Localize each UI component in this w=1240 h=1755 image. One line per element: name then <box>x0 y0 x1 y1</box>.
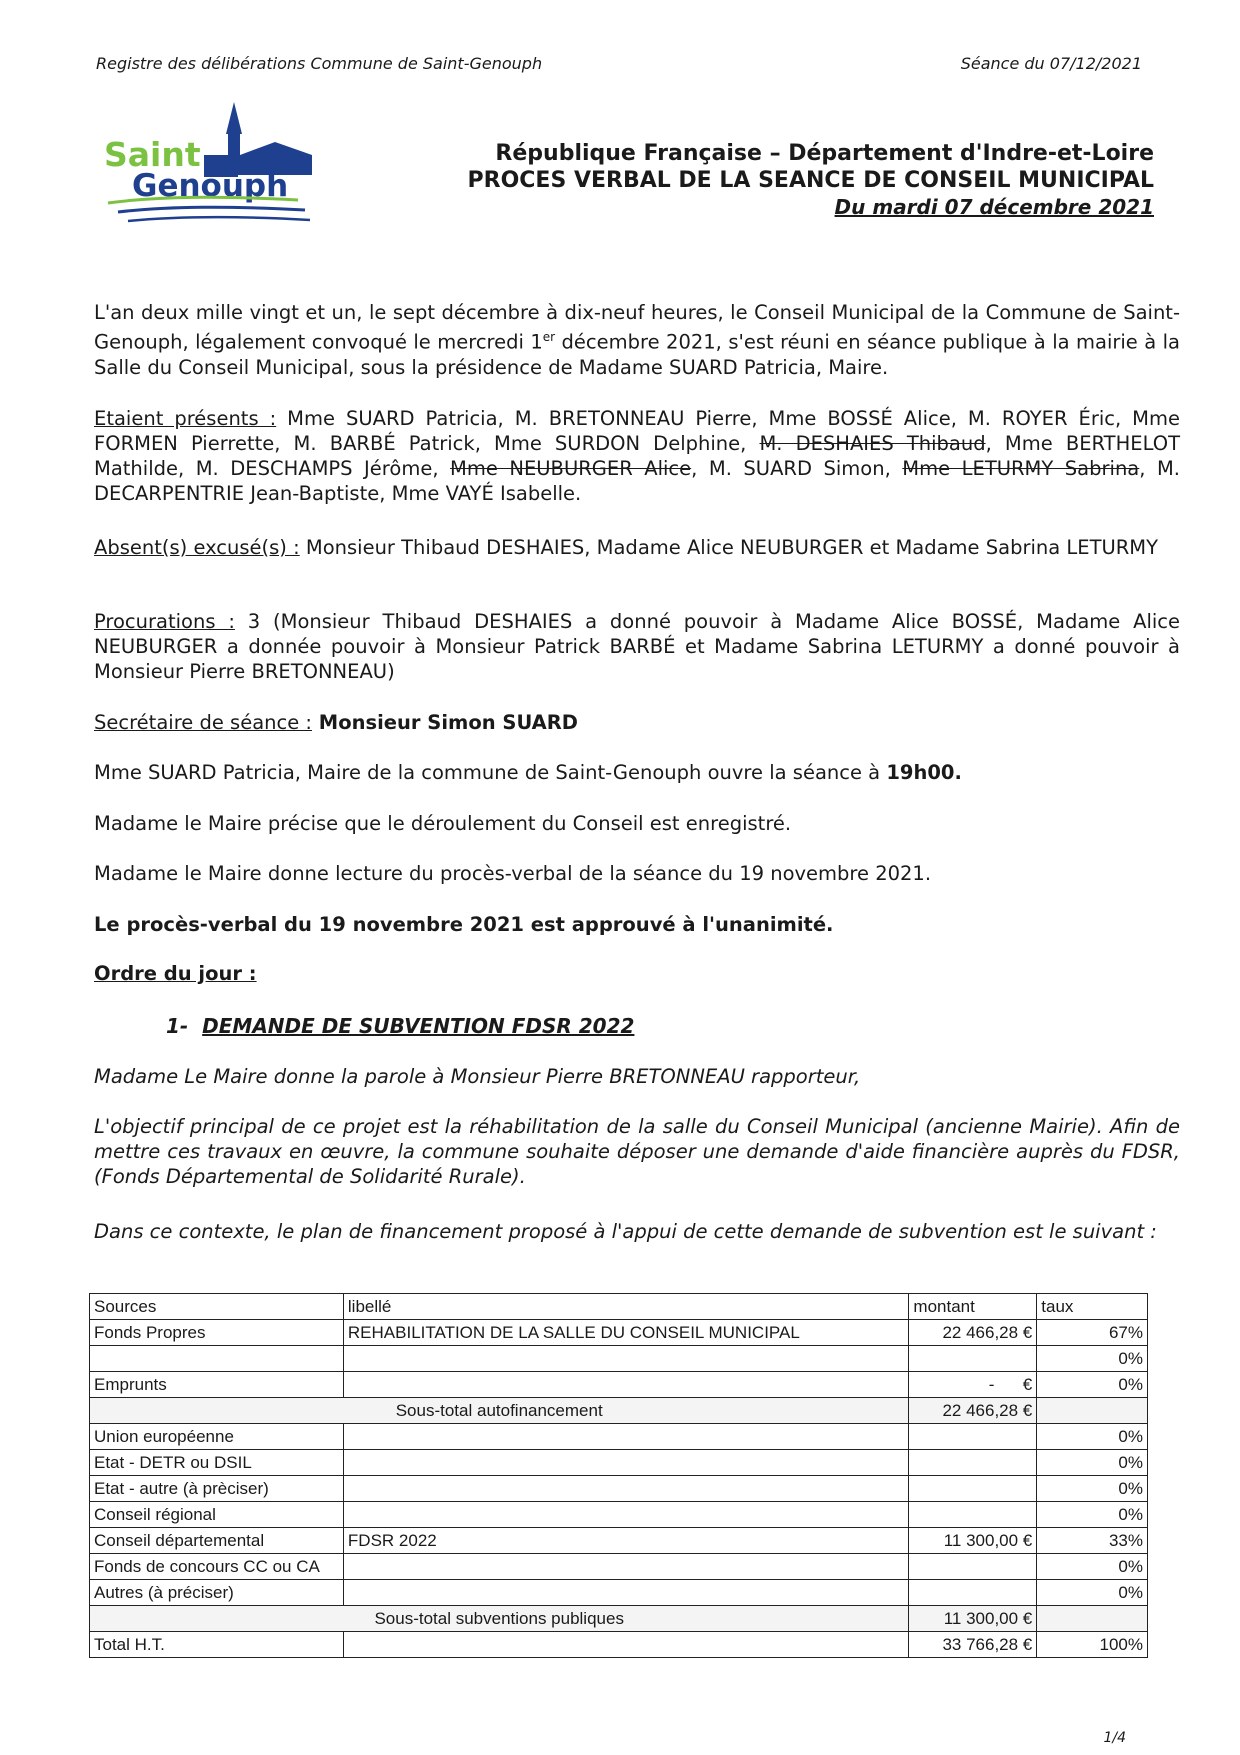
secretaire-label: Secrétaire de séance : <box>94 711 313 734</box>
section-1-contexte: Dans ce contexte, le plan de financement proposé à l'appui de cette demande de subvention est le suivant : <box>94 1220 1157 1243</box>
title-proces-verbal: PROCES VERBAL DE LA SEANCE DE CONSEIL MUNICIPAL <box>467 168 1154 193</box>
procurations-paragraph: Procurations : 3 (Monsieur Thibaud DESHAIES a donné pouvoir à Madame Alice BOSSÉ, Madame Alice NEUBURGER a donnée pouvoir à Monsieur Patrick BARBÉ et Madame Sabrina LETURMY a donné pouvoir à Monsieur Pierre BRETONNEAU) <box>94 610 1180 683</box>
table-header-cell: Sources <box>90 1294 344 1320</box>
register-title: Registre des délibérations Commune de Saint-Genouph <box>96 54 543 73</box>
table-row: Etat - autre (à prèciser) 0% <box>90 1476 1148 1502</box>
lecture-paragraph: Madame le Maire donne lecture du procès-verbal de la séance du 19 novembre 2021. <box>94 862 932 885</box>
enregistre-paragraph: Madame le Maire précise que le déroulement du Conseil est enregistré. <box>94 812 792 835</box>
table-row: Union européenne 0% <box>90 1424 1148 1450</box>
saint-genouph-logo <box>100 100 340 240</box>
table-header-row <box>90 1294 1148 1320</box>
procurations-label: Procurations : <box>94 610 235 633</box>
intro-paragraph: L'an deux mille vingt et un, le sept décembre à dix-neuf heures, le Conseil Municipal de la Commune de Saint-Genouph, légalement convoqué le mercredi 1er décembre 2021, s'est réuni en séance publique à la mairie à la Salle du Conseil Municipal, sous la présidence de Madame SUARD Patricia, Maire. <box>94 301 1180 379</box>
document-titles <box>394 140 1154 221</box>
table-header-cell: libellé <box>343 1294 909 1320</box>
table-row: Emprunts - € 0% <box>90 1372 1148 1398</box>
table-row: 0% <box>90 1346 1148 1372</box>
absents-paragraph: Absent(s) excusé(s) : Monsieur Thibaud DESHAIES, Madame Alice NEUBURGER et Madame Sabrina LETURMY <box>94 536 1159 559</box>
table-row: Autres (à préciser) 0% <box>90 1580 1148 1606</box>
session-date: Séance du 07/12/2021 <box>960 54 1142 73</box>
presents-paragraph: Etaient présents : Mme SUARD Patricia, M. BRETONNEAU Pierre, Mme BOSSÉ Alice, M. ROYER Éric, Mme FORMEN Pierrette, M. BARBÉ Patrick, Mme SURDON Delphine, M. DESHAIES Thibaud, Mme BERTHELOT Mathilde, M. DESCHAMPS Jérôme, Mme NEUBURGER Alice, M. SUARD Simon, Mme LETURMY Sabrina, M. DECARPENTRIE Jean-Baptiste, Mme VAYÉ Isabelle. <box>94 407 1181 505</box>
section-1-rapporteur: Madame Le Maire donne la parole à Monsieur Pierre BRETONNEAU rapporteur, <box>94 1065 861 1088</box>
table-row: Fonds Propres REHABILITATION DE LA SALLE DU CONSEIL MUNICIPAL 22 466,28 € 67% <box>90 1320 1148 1346</box>
section-1-objectif: L'objectif principal de ce projet est la réhabilitation de la salle du Conseil Municipal (ancienne Mairie). Afin de mettre ces travaux en œuvre, la commune souhaite déposer une demande d'aide financière auprès du FDSR, (Fonds Départemental de Solidarité Rurale). <box>94 1115 1180 1188</box>
page-number: 1/4 <box>1103 1730 1126 1746</box>
subtotal-row: Sous-total subventions publiques 11 300,00 € <box>90 1606 1148 1632</box>
ouverture-paragraph: Mme SUARD Patricia, Maire de la commune de Saint-Genouph ouvre la séance à 19h00. <box>94 761 962 784</box>
title-republique: République Française – Département d'Indre-et-Loire <box>495 141 1154 166</box>
absents-label: Absent(s) excusé(s) : <box>94 536 300 559</box>
financing-plan-table <box>89 1293 1148 1658</box>
table-header-cell: montant <box>909 1294 1037 1320</box>
struck-name: Mme LETURMY Sabrina <box>902 457 1140 480</box>
table-header-cell: taux <box>1037 1294 1148 1320</box>
subtotal-row: Sous-total autofinancement 22 466,28 € <box>90 1398 1148 1424</box>
struck-name: Mme NEUBURGER Alice <box>450 457 692 480</box>
section-1-title: 1- DEMANDE DE SUBVENTION FDSR 2022 <box>166 1014 635 1038</box>
title-session-date: Du mardi 07 décembre 2021 <box>834 195 1154 219</box>
table-row: Etat - DETR ou DSIL 0% <box>90 1450 1148 1476</box>
table-row: Fonds de concours CC ou CA 0% <box>90 1554 1148 1580</box>
ordre-du-jour-heading: Ordre du jour : <box>94 962 257 985</box>
secretaire-paragraph: Secrétaire de séance : Monsieur Simon SUARD <box>94 711 578 734</box>
struck-name: M. DESHAIES Thibaud <box>759 432 986 455</box>
logo-text-genouph: Genouph <box>132 168 289 204</box>
presents-label: Etaient présents : <box>94 407 277 430</box>
approuve-paragraph: Le procès-verbal du 19 novembre 2021 est approuvé à l'unanimité. <box>94 913 834 936</box>
total-row: Total H.T. 33 766,28 € 100% <box>90 1632 1148 1658</box>
table-row: Conseil régional 0% <box>90 1502 1148 1528</box>
table-row: Conseil départemental FDSR 2022 11 300,00 € 33% <box>90 1528 1148 1554</box>
logo-text-saint: Saint <box>104 135 201 174</box>
